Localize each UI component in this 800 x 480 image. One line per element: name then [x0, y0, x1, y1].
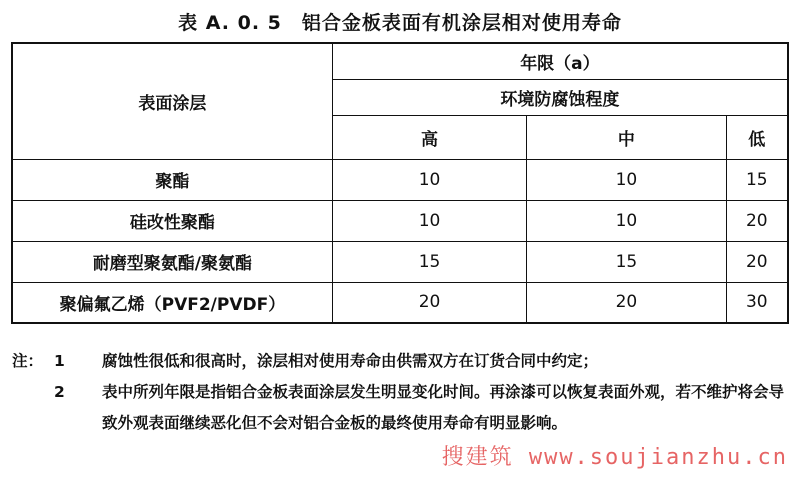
value-medium: 15: [527, 241, 726, 282]
notes: [12, 346, 792, 439]
value-low: 20: [726, 200, 788, 241]
value-medium: 20: [527, 282, 726, 323]
note-item: [12, 346, 792, 377]
value-high: 10: [332, 200, 526, 241]
table-title: 表 A. 0. 5 铝合金板表面有机涂层相对使用寿命: [178, 12, 622, 34]
value-high: 15: [332, 241, 526, 282]
coating-name: 硅改性聚酯: [12, 200, 332, 241]
coating-life-table: [11, 42, 789, 324]
row-header-coating: 表面涂层: [12, 43, 332, 159]
value-low: 30: [726, 282, 788, 323]
header-environment: 环境防腐蚀程度: [332, 79, 788, 115]
coating-name: 聚酯: [12, 159, 332, 200]
header-level-medium: 中: [527, 115, 726, 159]
value-medium: 10: [527, 159, 726, 200]
table-row: [12, 159, 788, 200]
value-low: 15: [726, 159, 788, 200]
note-item: [12, 377, 792, 439]
watermark: 搜建筑 www.soujianzhu.cn: [441, 445, 788, 470]
value-high: 20: [332, 282, 526, 323]
header-level-high: 高: [332, 115, 526, 159]
value-medium: 10: [527, 200, 726, 241]
table-row: [12, 200, 788, 241]
value-low: 20: [726, 241, 788, 282]
table-row: [12, 282, 788, 323]
note-text: 腐蚀性很低和很高时，涂层相对使用寿命由供需双方在订货合同中约定；: [102, 352, 599, 370]
coating-name: 聚偏氟乙烯（PVF2/PVDF）: [12, 282, 332, 323]
value-high: 10: [332, 159, 526, 200]
coating-name: 耐磨型聚氨酯/聚氨酯: [12, 241, 332, 282]
note-number: 2: [54, 383, 65, 401]
notes-prefix: 注：: [12, 352, 44, 370]
table-row: [12, 241, 788, 282]
note-text: 表中所列年限是指铝合金板表面涂层发生明显变化时间。再涂漆可以恢复表面外观，若不维护将会导致外观表面继续恶化但不会对铝合金板的最终使用寿命有明显影响。: [102, 383, 785, 432]
note-number: 1: [54, 352, 65, 370]
header-level-low: 低: [726, 115, 788, 159]
header-years: 年限（a）: [332, 43, 788, 79]
